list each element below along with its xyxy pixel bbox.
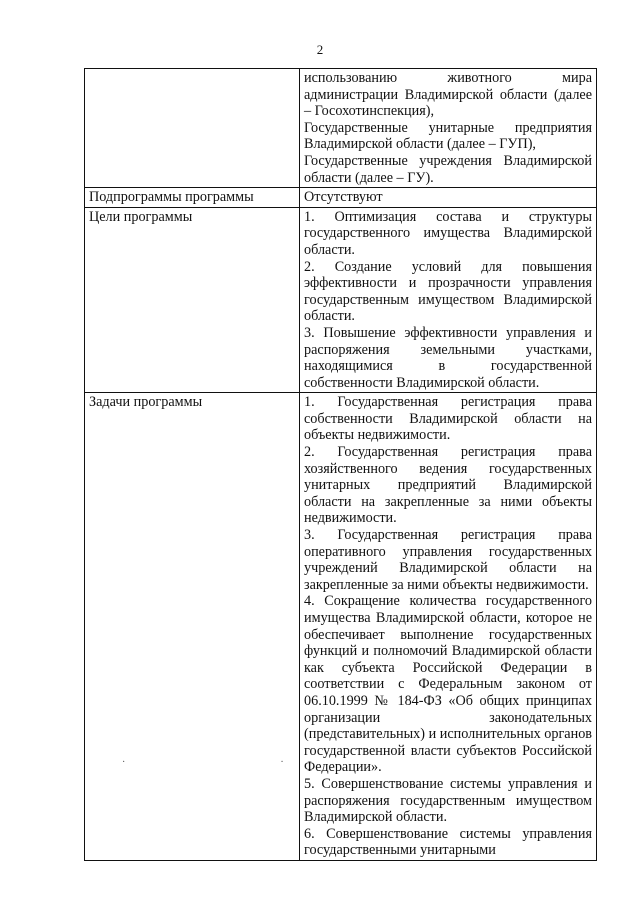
paragraph: 4. Сокращение количества государственного имущества Владимирской области, которое не обеспечивает выполнение государственных функций и полномочий Владимирской области как субъекта Российской Федерации в соответствии с Федеральным законом от 06.10.1999 № 184-ФЗ «Об общих принципах организации законодательных (представительных) и исполнительных органов государственной власти субъектов Российской Федерации». <box>304 593 592 776</box>
paragraph: Государственные учреждения Владимирской области (далее – ГУ). <box>304 152 592 186</box>
paragraph: Отсутствуют <box>304 189 383 206</box>
paragraph: 2. Государственная регистрация права хозяйственного ведения государственных унитарных предприятий Владимирской области на закрепленные за ними объекты недвижимости. <box>304 444 592 527</box>
scan-artifact-marks: · · <box>122 757 284 768</box>
row-content <box>300 393 597 861</box>
row-label <box>85 69 300 188</box>
table-row <box>85 69 597 188</box>
paragraph: 1. Оптимизация состава и структуры государственного имущества Владимирской области. <box>304 208 592 258</box>
paragraph: 2. Создание условий для повышения эффективности и прозрачности управления государственным имуществом Владимирской области. <box>304 258 592 325</box>
program-passport-table <box>84 68 597 861</box>
row-label: Задачи программы <box>85 393 300 861</box>
row-label: Цели программы <box>85 207 300 393</box>
page-number: 2 <box>316 42 324 57</box>
row-content <box>300 207 597 393</box>
paragraph: 1. Государственная регистрация права собственности Владимирской области на объекты недвижимости. <box>304 394 592 444</box>
paragraph: 3. Повышение эффективности управления и распоряжения земельными участками, находящимися в государственной собственности Владимирской области. <box>304 324 592 391</box>
row-content <box>300 188 597 208</box>
table-row <box>85 188 597 208</box>
row-content <box>300 69 597 188</box>
paragraph: 5. Совершенствование системы управления и распоряжения государственным имуществом Владимирской области. <box>304 775 592 826</box>
table-row <box>85 393 597 861</box>
paragraph: 6. Совершенствование системы управления государственными унитарными <box>304 825 592 859</box>
paragraph: использованию животного мира администрации Владимирской области (далее – Госохотинспекция), <box>304 70 592 120</box>
table-row <box>85 207 597 393</box>
row-label: Подпрограммы программы <box>85 188 300 208</box>
paragraph: 3. Государственная регистрация права оперативного управления государственных учреждений Владимирской области на закрепленные за ними объекты недвижимости. <box>304 527 592 593</box>
paragraph: Государственные унитарные предприятия Владимирской области (далее – ГУП), <box>304 119 592 153</box>
